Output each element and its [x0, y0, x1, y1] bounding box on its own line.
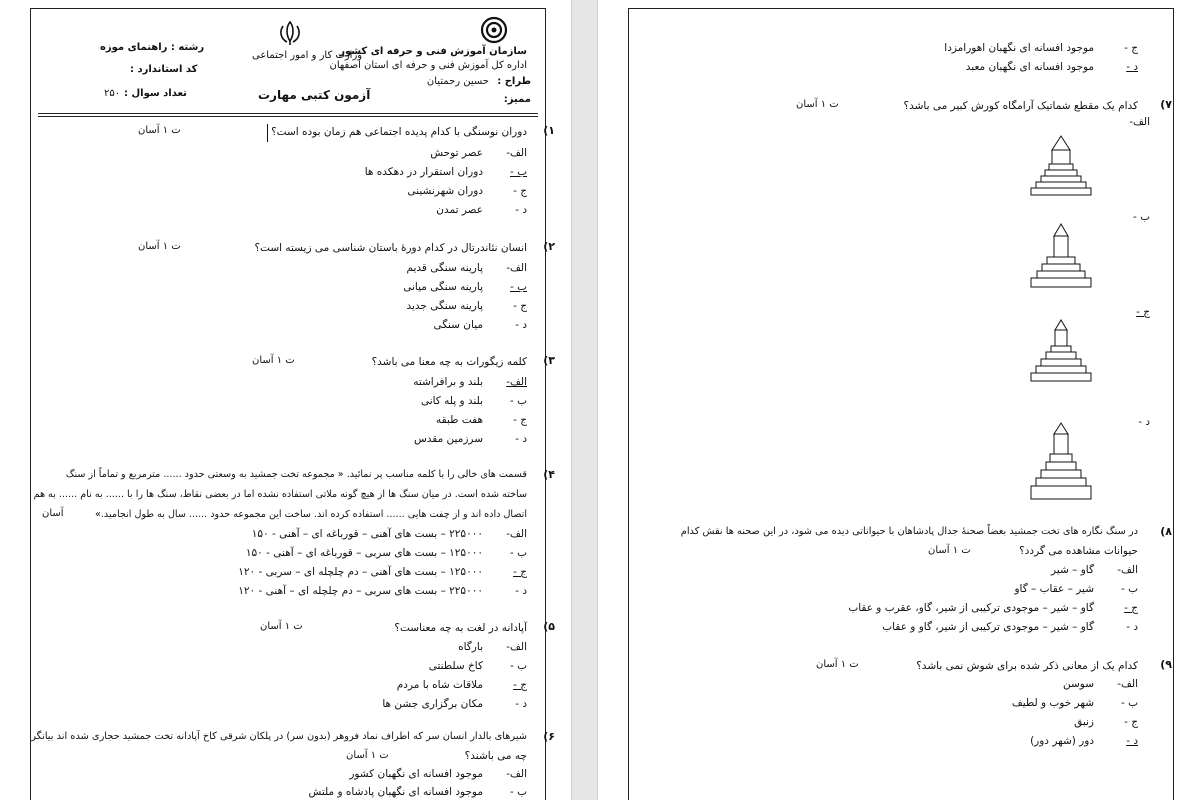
option-letter: ب - [509, 395, 527, 407]
option-letter: الف- [506, 262, 527, 274]
page-border-top [30, 8, 546, 9]
exam-page-1 [0, 0, 572, 800]
option-text: گاو – شیر [1051, 564, 1094, 576]
option-letter: ب - [509, 547, 527, 559]
option-text: موجود افسانه ای نگهبان کشور [349, 768, 483, 780]
question-number: ۳) [543, 354, 555, 367]
option-text: عصر تمدن [436, 204, 483, 216]
option-letter: الف- [506, 147, 527, 159]
iran-emblem-icon [277, 20, 303, 46]
option-letter-answer: د - [1126, 61, 1138, 73]
option-letter: الف- [1117, 564, 1138, 576]
header-divider-2 [38, 116, 538, 117]
pyramid-diagram-b [1030, 222, 1092, 292]
question-text: آپادانه در لغت به چه معناست؟ [394, 622, 527, 634]
option-letter: ب - [509, 660, 527, 672]
org-name: سازمان آموزش فنی و حرفه ای کشور [339, 46, 527, 57]
question-meta: ت ۱ آسان [346, 750, 389, 761]
option-text: پارینه سنگی میانی [403, 281, 483, 293]
question-text-line: اتصال داده اند و از چفت هایی ...... استفاده کرده اند. ساخت این مجموعه حدود ...... سال به طول انجامید.» [94, 509, 527, 520]
option-letter-answer: ج - [513, 679, 527, 691]
question-meta: ت ۱ آسان [252, 355, 295, 366]
question-text-line: در سنگ نگاره های تخت جمشید بعضاً صحنۀ جدال پادشاهان با حیواناتی دیده می شود، در این صحنه ها نقش کدام [680, 526, 1138, 537]
exam-page-2 [597, 0, 1200, 800]
option-text: موجود افسانه ای نگهبان اهورامزدا [944, 42, 1094, 54]
field-label: رشته : راهنمای موزه [100, 42, 205, 53]
option-letter: الف- [506, 528, 527, 540]
option-letter: الف- [1117, 678, 1138, 690]
option-letter: ب - [1120, 583, 1138, 595]
option-letter: ب - [1120, 697, 1138, 709]
option-letter: ب - [509, 786, 527, 798]
page-border-left [628, 8, 629, 800]
standard-code-label: کد استاندارد : [130, 64, 198, 75]
page-border-right [1173, 8, 1174, 800]
option-text: میان سنگی [433, 319, 483, 331]
question-meta: ت ۱ آسان [260, 621, 303, 632]
question-text: کدام یک مقطع شماتیک آرامگاه کورش کبیر می باشد؟ [903, 100, 1138, 112]
option-text: ملاقات شاه با مردم [396, 679, 483, 691]
option-letter: د - [1138, 416, 1150, 428]
option-letter: د - [1126, 621, 1138, 633]
pyramid-diagram-c [1030, 316, 1092, 386]
page-gutter [572, 0, 597, 800]
option-text: بلند و برافراشته [413, 376, 483, 388]
option-text: گاو – شیر – موجودی ترکیبی از شیر، گاو و عقاب [882, 621, 1094, 633]
option-letter: د - [515, 319, 527, 331]
option-letter-answer: ب - [509, 166, 527, 178]
question-meta: ت ۱ آسان [816, 659, 859, 670]
question-text-line: چه می باشند؟ [464, 750, 527, 762]
question-text-line: ساخته شده است. در میان سنگ ها از هیچ گونه ملاتی استفاده نشده اما در بعضی نقاط، سنگ ها را با ...... به نام ...... به هم [33, 489, 527, 500]
option-letter: ج - [1124, 716, 1138, 728]
option-text: ۱۲۵۰۰۰ – بست های سربی – قورباغه ای – آهنی - ۱۵۰ [245, 547, 483, 559]
option-text: موجود افسانه ای نگهبان پادشاه و ملتش [308, 786, 483, 798]
option-text: دوران شهرنشینی [407, 185, 483, 197]
option-text: بارگاه [458, 641, 483, 653]
option-letter-answer: ب - [509, 281, 527, 293]
option-text: بلند و پله کانی [420, 395, 483, 407]
option-letter-answer: ج - [513, 566, 527, 578]
question-number: ۸) [1160, 525, 1172, 538]
option-letter: د - [515, 698, 527, 710]
exam-title: آزمون کتبی مهارت [258, 88, 371, 102]
question-meta: ت ۱ آسان [796, 99, 839, 110]
header-divider-1 [38, 113, 538, 114]
reviewer-label: ممیز: [503, 94, 531, 105]
option-letter: الف- [506, 768, 527, 780]
option-letter: ج - [1124, 42, 1138, 54]
option-text: ۲۲۵۰۰۰ – بست های آهنی – قورباغه ای – آهنی - ۱۵۰ [251, 528, 483, 540]
option-text: موجود افسانه ای نگهبان معبد [965, 61, 1094, 73]
option-text: دور (شهر دور) [1030, 735, 1094, 747]
question-text-line: قسمت های خالی را با کلمه مناسب پر نمائید. « مجموعه تخت جمشید به وسعتی حدود ...... مترمربع و تماماً از سنگ [65, 469, 527, 480]
question-number: ۱) [543, 124, 555, 137]
question-count-label: تعداد سوال : [124, 88, 187, 99]
option-letter: د - [515, 433, 527, 445]
page-border-top [628, 8, 1174, 9]
question-number: ۵) [543, 620, 555, 633]
option-text: ۲۲۵۰۰۰ – بست های سربی – دم چلچله ای – آهنی - ۱۲۰ [238, 585, 483, 597]
question-text: دوران نوسنگی با کدام پدیده اجتماعی هم زمان بوده است؟ [271, 126, 527, 138]
question-text-line: شیرهای بالدار انسان سر که اطراف نماد فروهر (بدون سر) در پلکان شرقی کاخ آپادانه تخت جمشید حجاری شده اند بیانگر [31, 731, 527, 742]
option-text: شیر – عقاب – گاو [1014, 583, 1094, 595]
question-meta: ت ۱ آسان [928, 545, 971, 556]
option-text: پارینه سنگی جدید [406, 300, 483, 312]
option-letter-answer: ج - [1124, 602, 1138, 614]
option-text: دوران استقرار در دهکده ها [364, 166, 483, 178]
option-letter: الف- [1129, 116, 1150, 128]
org-logo-icon [479, 16, 509, 44]
option-text: زنبق [1074, 716, 1094, 728]
option-text: شهر خوب و لطیف [1011, 697, 1094, 709]
option-text: سوسن [1062, 678, 1094, 690]
option-letter-answer: الف- [506, 376, 527, 388]
option-letter-answer: د - [1126, 735, 1138, 747]
option-letter: ج - [513, 414, 527, 426]
option-text: سرزمین مقدس [413, 433, 483, 445]
pyramid-diagram-a [1030, 130, 1092, 200]
question-number: ۹) [1160, 658, 1172, 671]
option-letter: ب - [1132, 211, 1150, 223]
option-text: مکان برگزاری جشن ها [382, 698, 483, 710]
question-number: ۲) [543, 240, 555, 253]
text-cursor [267, 124, 268, 142]
page-border-left [30, 8, 31, 800]
designer-name: حسین رحمتیان [426, 76, 489, 87]
question-text: کدام یک از معانی ذکر شده برای شوش نمی باشد؟ [916, 660, 1138, 672]
option-text: گاو – شیر – موجودی ترکیبی از شیر، گاو، عقرب و عقاب [848, 602, 1094, 614]
pyramid-diagram-d [1030, 420, 1092, 504]
option-letter: ج - [513, 300, 527, 312]
option-text: کاخ سلطنتی [428, 660, 483, 672]
option-text: ۱۲۵۰۰۰ – بست های آهنی – دم چلچله ای – سربی - ۱۲۰ [238, 566, 483, 578]
org-province: اداره کل آموزش فنی و حرفه ای استان اصفهان [329, 60, 527, 71]
option-text: هفت طبقه [436, 414, 483, 426]
question-text-line: حیوانات مشاهده می گردد؟ [1019, 545, 1138, 557]
question-count-value: ۲۵۰ [104, 88, 121, 99]
question-number: ۴) [543, 468, 555, 481]
question-meta: آسان [42, 508, 64, 519]
question-meta: ت ۱ آسان [138, 125, 181, 136]
ministry-name: وزارت کار و امور اجتماعی [252, 50, 363, 61]
option-letter: ج - [513, 185, 527, 197]
option-letter: الف- [506, 641, 527, 653]
option-letter: د - [515, 204, 527, 216]
option-text: عصر توحش [430, 147, 483, 159]
question-text: کلمه زیگورات به چه معنا می باشد؟ [371, 356, 527, 368]
question-number: ۷) [1160, 98, 1172, 111]
option-letter-answer: ج - [1136, 306, 1150, 318]
option-text: پارینه سنگی قدیم [406, 262, 483, 274]
option-letter: د - [515, 585, 527, 597]
question-number: ۶) [543, 730, 555, 743]
question-meta: ت ۱ آسان [138, 241, 181, 252]
question-text: انسان نئاندرتال در کدام دورۀ باستان شناسی می زیسته است؟ [254, 242, 527, 254]
designer-label: طراح : [497, 76, 531, 87]
